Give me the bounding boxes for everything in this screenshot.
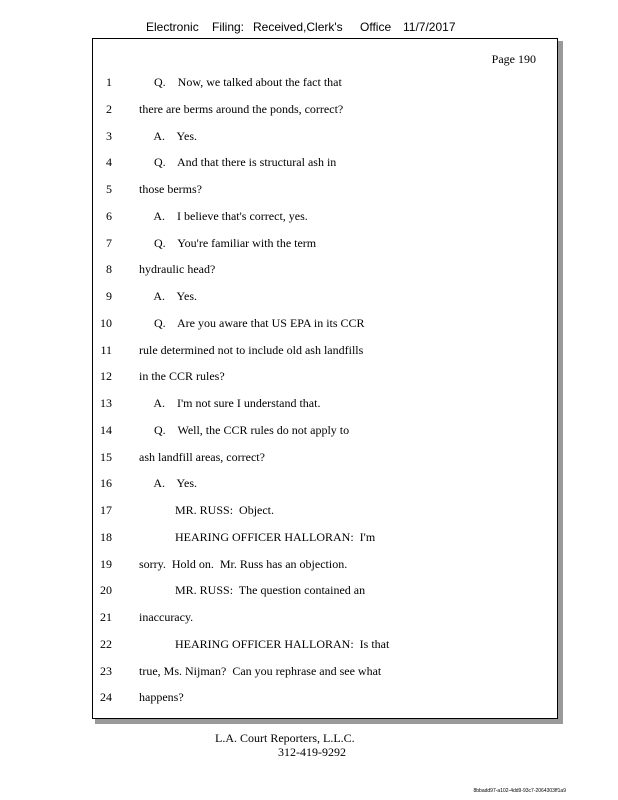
line-text: hydraulic head? <box>139 262 216 277</box>
transcript-line <box>93 609 557 636</box>
line-text: HEARING OFFICER HALLORAN: I'm <box>139 529 376 544</box>
line-number: 10 <box>100 315 112 330</box>
filing-stamp-word-electronic: Electronic <box>146 20 199 34</box>
transcript-line <box>93 529 557 556</box>
transcript-line <box>93 556 557 583</box>
line-number: 24 <box>100 690 112 705</box>
line-number: 22 <box>100 636 112 651</box>
line-text: HEARING OFFICER HALLORAN: Is that <box>139 636 390 651</box>
transcript-line <box>93 288 557 315</box>
line-text: A. I'm not sure I understand that. <box>139 396 321 410</box>
line-text: in the CCR rules? <box>139 369 225 384</box>
line-text: Q. And that there is structural ash in <box>139 155 337 170</box>
line-number: 2 <box>106 101 112 116</box>
transcript-line <box>93 502 557 529</box>
transcript-line <box>93 689 557 716</box>
filing-stamp-word-received: Received,Clerk's <box>253 20 343 34</box>
reporter-phone: 312-419-9292 <box>278 745 346 759</box>
filing-stamp-header <box>0 20 618 36</box>
line-text: Q. Are you aware that US EPA in its CCR <box>139 315 365 330</box>
transcript-line <box>93 368 557 395</box>
transcript-line <box>93 315 557 342</box>
line-text: A. I believe that's correct, yes. <box>139 208 308 223</box>
transcript-lines <box>93 74 557 716</box>
transcript-line <box>93 261 557 288</box>
line-number: 21 <box>100 610 112 624</box>
line-number: 16 <box>100 476 112 491</box>
transcript-line <box>93 101 557 128</box>
transcript-line <box>93 475 557 502</box>
transcript-line <box>93 74 557 101</box>
line-number: 11 <box>100 342 112 357</box>
transcript-line <box>93 636 557 663</box>
filing-stamp-date: 11/7/2017 <box>403 20 456 34</box>
line-text: A. Yes. <box>139 289 198 303</box>
transcript-line <box>93 422 557 449</box>
transcript-line <box>93 663 557 690</box>
line-text: A. Yes. <box>139 128 198 143</box>
page-number: Page 190 <box>491 52 536 66</box>
transcript-line <box>93 235 557 262</box>
line-text: inaccuracy. <box>139 610 194 624</box>
line-number: 14 <box>100 422 112 437</box>
reporter-company: L.A. Court Reporters, L.L.C. <box>215 731 355 745</box>
line-text: those berms? <box>139 182 202 196</box>
line-number: 8 <box>106 262 112 277</box>
line-number: 6 <box>106 208 112 223</box>
line-number: 17 <box>100 503 112 517</box>
transcript-line <box>93 449 557 476</box>
line-text: Q. Well, the CCR rules do not apply to <box>139 422 350 437</box>
line-text: Q. Now, we talked about the fact that <box>139 75 342 89</box>
transcript-line <box>93 154 557 181</box>
line-number: 1 <box>106 75 112 89</box>
transcript-line <box>93 582 557 609</box>
line-text: MR. RUSS: The question contained an <box>139 583 366 598</box>
line-number: 19 <box>100 556 112 571</box>
line-number: 12 <box>100 369 112 384</box>
line-number: 4 <box>106 155 112 170</box>
filing-stamp-word-filing: Filing: <box>212 20 245 34</box>
line-text: there are berms around the ponds, correct? <box>139 101 344 116</box>
line-number: 3 <box>106 128 112 143</box>
line-number: 9 <box>106 289 112 303</box>
line-text: rule determined not to include old ash landfills <box>139 342 364 357</box>
line-number: 7 <box>106 235 112 250</box>
line-text: happens? <box>139 690 184 705</box>
line-number: 5 <box>106 182 112 196</box>
transcript-line <box>93 181 557 208</box>
line-text: A. Yes. <box>139 476 198 491</box>
transcript-line <box>93 395 557 422</box>
transcript-line <box>93 342 557 369</box>
line-text: sorry. Hold on. Mr. Russ has an objection. <box>139 556 348 571</box>
filing-stamp-word-office: Office <box>360 20 392 34</box>
transcript-page <box>92 38 558 719</box>
line-number: 23 <box>100 663 112 678</box>
line-number: 20 <box>100 583 112 598</box>
transcript-line <box>93 128 557 155</box>
line-text: Q. You're familiar with the term <box>139 235 317 250</box>
line-text: MR. RUSS: Object. <box>139 503 275 517</box>
line-number: 15 <box>100 449 112 464</box>
transcript-line <box>93 208 557 235</box>
line-text: ash landfill areas, correct? <box>139 449 265 464</box>
line-number: 13 <box>100 396 112 410</box>
document-id: 8bbadd97-a102-4dd9-93c7-2064303ff1a9 <box>473 788 566 794</box>
line-text: true, Ms. Nijman? Can you rephrase and see what <box>139 663 382 678</box>
line-number: 18 <box>100 529 112 544</box>
